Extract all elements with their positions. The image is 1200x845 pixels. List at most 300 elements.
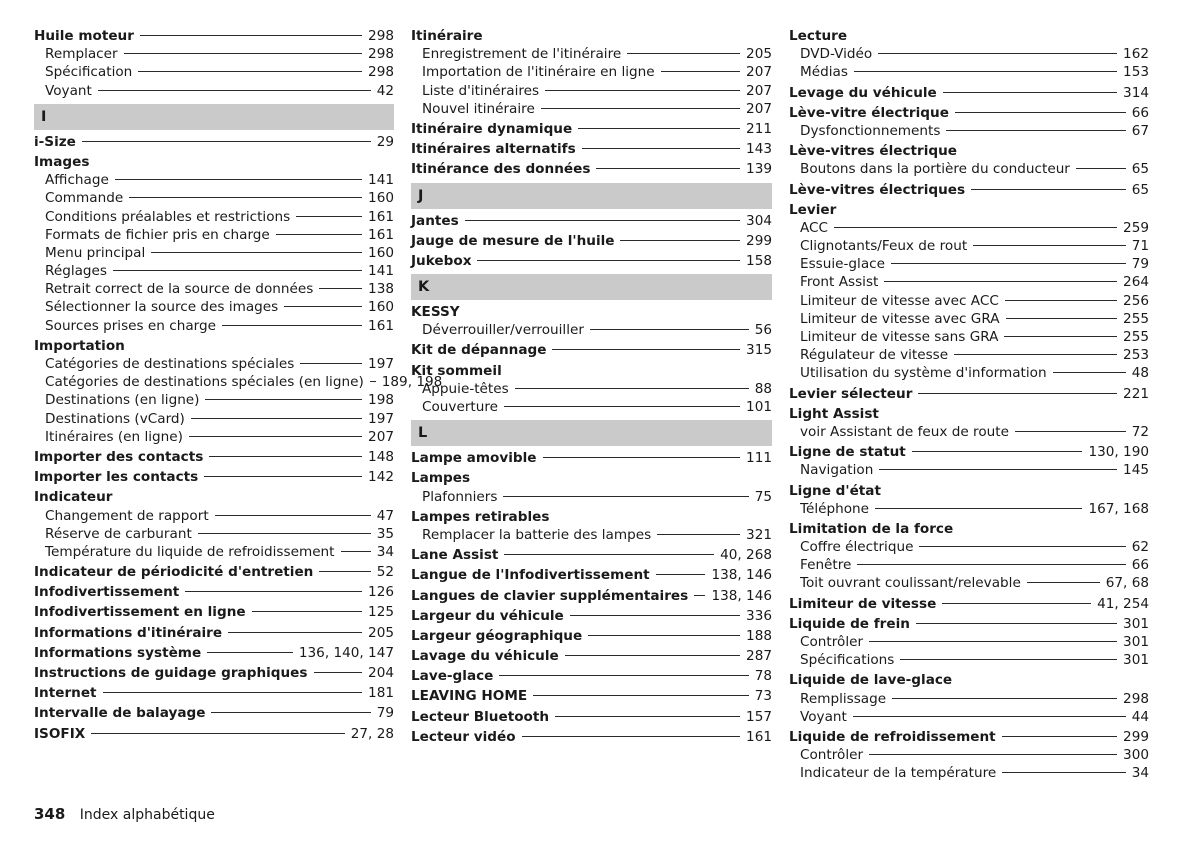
- entry-term: Internet: [34, 685, 97, 702]
- entry-term: Ligne de statut: [789, 444, 906, 461]
- dot-leader: [91, 733, 345, 734]
- page-reference: 42: [376, 82, 394, 99]
- page-reference: 205: [368, 624, 394, 641]
- page-reference: 52: [376, 564, 394, 581]
- letter-section-bar: K: [411, 274, 772, 300]
- index-entry: [411, 449, 772, 467]
- page-reference: 40, 268: [720, 547, 772, 564]
- page-reference: 314: [1123, 84, 1149, 101]
- index-entry: [789, 181, 1149, 199]
- index-subentry: [34, 525, 394, 543]
- page-reference: 101: [746, 399, 772, 415]
- page-reference: 197: [368, 410, 394, 427]
- entry-term: Contrôler: [800, 747, 864, 764]
- page-reference: 255: [1123, 310, 1149, 327]
- entry-term: Importer les contacts: [34, 469, 199, 486]
- index-subentry: [789, 255, 1149, 273]
- page-reference: 207: [746, 82, 772, 99]
- index-entry: [411, 687, 772, 705]
- index-entry: [34, 684, 394, 702]
- index-subentry: [789, 708, 1149, 726]
- dot-leader: [341, 551, 371, 552]
- index-subentry: [789, 122, 1149, 140]
- index-subentry: [789, 423, 1149, 441]
- page-reference: 167, 168: [1088, 500, 1149, 517]
- index-entry: [411, 120, 772, 138]
- index-entry: [34, 27, 394, 45]
- entry-term: Levage du véhicule: [789, 84, 937, 101]
- index-column-2: [411, 27, 772, 746]
- entry-term: Nouvel itinéraire: [422, 100, 535, 117]
- index-entry: [411, 140, 772, 158]
- dot-leader: [578, 128, 740, 129]
- entry-term: Front Assist: [800, 274, 879, 291]
- dot-leader: [228, 632, 362, 633]
- dot-leader: [129, 197, 362, 198]
- index-entry: [34, 624, 394, 642]
- index-entry: [411, 647, 772, 665]
- letter-section-bar: I: [34, 104, 394, 130]
- index-heading: Lecture: [789, 28, 848, 44]
- entry-term: Fenêtre: [800, 557, 852, 574]
- page-reference: 126: [368, 584, 394, 601]
- dot-leader: [314, 672, 363, 673]
- page-reference: 301: [1123, 634, 1149, 650]
- index-subentry: [34, 189, 394, 207]
- dot-leader: [1076, 168, 1126, 169]
- page-reference: 143: [746, 141, 772, 158]
- index-heading: Indicateur: [34, 489, 113, 506]
- page-reference: 27, 28: [350, 725, 394, 742]
- dot-leader: [565, 655, 740, 656]
- page-reference: 264: [1123, 274, 1149, 291]
- index-subentry: [34, 317, 394, 335]
- index-entry: [411, 566, 772, 584]
- index-entry: [411, 667, 772, 685]
- dot-leader: [834, 227, 1117, 228]
- page-reference: 315: [746, 342, 772, 359]
- page-reference: 141: [368, 263, 394, 280]
- dot-leader: [215, 515, 371, 516]
- index-subentry: [789, 633, 1149, 651]
- dot-leader: [533, 695, 749, 696]
- entry-term: Sélectionner la source des images: [45, 299, 279, 316]
- index-subentry: [34, 262, 394, 280]
- index-entry: [411, 728, 772, 746]
- dot-leader: [955, 112, 1126, 113]
- index-entry: [411, 607, 772, 625]
- index-entry: [411, 212, 772, 230]
- page-reference: 138, 146: [711, 567, 772, 584]
- dot-leader: [124, 53, 362, 54]
- dot-leader: [590, 329, 749, 330]
- page-reference: 287: [746, 648, 772, 665]
- index-entry: [411, 546, 772, 564]
- dot-leader: [209, 456, 362, 457]
- section-title: Index alphabétique: [79, 807, 215, 823]
- index-entry: [411, 587, 772, 605]
- index-subentry: [411, 321, 772, 339]
- page-reference: 34: [1131, 765, 1149, 782]
- entry-term: voir Assistant de feux de route: [800, 423, 1009, 440]
- index-heading: Levier: [789, 201, 837, 218]
- entry-term: Voyant: [45, 82, 92, 99]
- dot-leader: [596, 168, 740, 169]
- index-entry: [789, 443, 1149, 461]
- index-entry: [411, 708, 772, 726]
- index-subentry: [411, 488, 772, 506]
- entry-term: Appuie-têtes: [422, 380, 509, 397]
- dot-leader: [916, 623, 1117, 624]
- entry-term: Liste d'itinéraires: [422, 82, 540, 99]
- index-entry: [34, 704, 394, 722]
- dot-leader: [942, 603, 1091, 604]
- index-subentry: [34, 171, 394, 189]
- entry-term: Lève-vitre électrique: [789, 104, 949, 121]
- dot-leader: [138, 71, 362, 72]
- page-reference: 88: [754, 380, 772, 397]
- page-reference: 161: [368, 208, 394, 225]
- index-entry: [789, 104, 1149, 122]
- page-reference: 298: [1123, 690, 1149, 707]
- entry-term: Lave-glace: [411, 668, 494, 685]
- page-reference: 189, 198: [381, 374, 443, 391]
- page-reference: 136, 140, 147: [298, 644, 394, 661]
- index-subentry: [411, 82, 772, 100]
- index-subentry: [411, 45, 772, 63]
- index-heading: Importation: [34, 337, 125, 354]
- entry-term: Changement de rapport: [45, 507, 209, 524]
- page-reference: 321: [746, 526, 772, 543]
- page-reference: 207: [746, 64, 772, 81]
- entry-term: Informations d'itinéraire: [34, 624, 223, 641]
- entry-term: Toit ouvrant coulissant/relevable: [800, 575, 1021, 592]
- page-reference: 336: [746, 607, 772, 624]
- page-reference: 29: [376, 133, 394, 150]
- page-reference: 66: [1131, 557, 1149, 574]
- page-reference: 35: [376, 525, 394, 542]
- dot-leader: [465, 220, 740, 221]
- dot-leader: [878, 53, 1117, 54]
- page-reference: 299: [746, 232, 772, 249]
- index-entry: [34, 448, 394, 466]
- entry-term: Voyant: [800, 708, 847, 725]
- index-subentry: [411, 526, 772, 544]
- index-subentry: [789, 690, 1149, 708]
- index-entry: [411, 232, 772, 250]
- entry-term: Lecteur Bluetooth: [411, 708, 550, 725]
- dot-leader: [854, 71, 1117, 72]
- index-subentry: [789, 237, 1149, 255]
- index-entry: [411, 627, 772, 645]
- index-subentry: [411, 398, 772, 416]
- index-subentry: [34, 507, 394, 525]
- entry-term: Limiteur de vitesse avec ACC: [800, 292, 999, 309]
- entry-term: DVD-Vidéo: [800, 46, 873, 63]
- page-reference: 65: [1131, 181, 1149, 198]
- index-heading: Liquide de lave-glace: [789, 672, 953, 689]
- entry-term: Infodivertissement en ligne: [34, 604, 246, 621]
- page-reference: 301: [1123, 615, 1149, 632]
- entry-term: Utilisation du système d'information: [800, 365, 1047, 382]
- entry-term: Limiteur de vitesse sans GRA: [800, 329, 999, 345]
- index-entry: [34, 563, 394, 581]
- page-reference: 62: [1131, 539, 1149, 556]
- entry-term: Lane Assist: [411, 547, 499, 564]
- index-entry: [34, 664, 394, 682]
- entry-term: Spécification: [45, 64, 133, 81]
- page-reference: 211: [746, 120, 772, 137]
- entry-term: Langues de clavier supplémentaires: [411, 587, 689, 604]
- entry-term: Dysfonctionnements: [800, 122, 941, 139]
- entry-term: Essuie-glace: [800, 256, 885, 273]
- dot-leader: [189, 436, 362, 437]
- dot-leader: [504, 406, 740, 407]
- index-entry: [34, 583, 394, 601]
- page-reference: 34: [376, 543, 394, 560]
- page-reference: 162: [1123, 46, 1149, 63]
- dot-leader: [151, 252, 362, 253]
- entry-term: Langue de l'Infodivertissement: [411, 567, 650, 584]
- page-reference: 67: [1131, 122, 1149, 139]
- dot-leader: [875, 508, 1082, 509]
- index-subentry: [34, 391, 394, 409]
- entry-term: Catégories de destinations spéciales (en ligne): [45, 374, 364, 391]
- index-entry: [411, 341, 772, 359]
- dot-leader: [284, 306, 362, 307]
- dot-leader: [504, 554, 714, 555]
- index-subentry: [34, 373, 443, 391]
- index-subentry: [789, 538, 1149, 556]
- index-subentry: [34, 543, 394, 561]
- dot-leader: [552, 349, 740, 350]
- entry-term: Infodivertissement: [34, 584, 180, 601]
- page-reference: 161: [746, 728, 772, 745]
- page-reference: 160: [368, 244, 394, 261]
- entry-term: Huile moteur: [34, 28, 134, 44]
- page-number: 348: [34, 805, 66, 823]
- dot-leader: [543, 457, 741, 458]
- dot-leader: [857, 564, 1125, 565]
- dot-leader: [300, 363, 362, 364]
- page-reference: 160: [368, 190, 394, 207]
- index-column-3: [789, 27, 1149, 783]
- entry-term: LEAVING HOME: [411, 688, 528, 705]
- index-entry: [34, 725, 394, 743]
- entry-term: Informations système: [34, 644, 202, 661]
- index-subentry: [34, 45, 394, 63]
- entry-term: Kit de dépannage: [411, 342, 547, 359]
- entry-term: Importation de l'itinéraire en ligne: [422, 64, 655, 81]
- page-reference: 301: [1123, 652, 1149, 669]
- letter-section-bar: J: [411, 183, 772, 209]
- dot-leader: [477, 260, 740, 261]
- dot-leader: [627, 53, 740, 54]
- index-entry: [34, 644, 394, 662]
- index-subentry: [789, 346, 1149, 364]
- index-subentry: [34, 82, 394, 100]
- index-subentry: [34, 280, 394, 298]
- dot-leader: [82, 141, 371, 142]
- index-subentry: [789, 219, 1149, 237]
- index-heading: Itinéraire: [411, 28, 483, 44]
- page-reference: 139: [746, 161, 772, 178]
- index-subentry: [34, 63, 394, 81]
- page-reference: 298: [368, 28, 394, 44]
- dot-leader: [657, 534, 740, 535]
- page-reference: 79: [1131, 256, 1149, 273]
- page-reference: 158: [746, 252, 772, 269]
- dot-leader: [207, 652, 293, 653]
- page-reference: 48: [1131, 365, 1149, 382]
- page-reference: 138: [368, 281, 394, 298]
- page-reference: 65: [1131, 161, 1149, 178]
- dot-leader: [1006, 318, 1118, 319]
- page-reference: 125: [368, 604, 394, 621]
- dot-leader: [222, 325, 362, 326]
- page-reference: 66: [1131, 104, 1149, 121]
- page-reference: 197: [368, 356, 394, 372]
- index-entry: [789, 385, 1149, 403]
- page-reference: 161: [368, 226, 394, 243]
- entry-term: Jantes: [411, 212, 459, 229]
- dot-leader: [503, 496, 748, 497]
- entry-term: Spécifications: [800, 652, 895, 669]
- page-reference: 111: [746, 450, 772, 467]
- index-entry: [789, 84, 1149, 102]
- dot-leader: [1053, 372, 1126, 373]
- dot-leader: [582, 148, 740, 149]
- entry-term: Enregistrement de l'itinéraire: [422, 46, 622, 63]
- page-reference: 78: [754, 668, 772, 685]
- entry-term: Formats de fichier pris en charge: [45, 226, 270, 243]
- page-reference: 198: [368, 392, 394, 409]
- page-reference: 299: [1123, 728, 1149, 745]
- index-subentry: [789, 292, 1149, 310]
- dot-leader: [661, 71, 740, 72]
- page-reference: 79: [376, 705, 394, 722]
- page-reference: 138, 146: [711, 587, 772, 604]
- index-heading: Images: [34, 153, 90, 170]
- entry-term: Réserve de carburant: [45, 525, 192, 542]
- entry-term: Contrôler: [800, 634, 864, 650]
- page-reference: 205: [746, 46, 772, 63]
- dot-leader: [515, 388, 749, 389]
- page-reference: 300: [1123, 747, 1149, 764]
- dot-leader: [1002, 736, 1117, 737]
- index-subentry: [34, 410, 394, 428]
- page-reference: 148: [368, 448, 394, 465]
- index-heading: Lampes: [411, 470, 471, 487]
- dot-leader: [211, 712, 370, 713]
- dot-leader: [971, 189, 1126, 190]
- dot-leader: [252, 611, 362, 612]
- index-subentry: [789, 746, 1149, 764]
- dot-leader: [198, 533, 371, 534]
- index-heading: Lampes retirables: [411, 508, 550, 525]
- entry-term: Liquide de refroidissement: [789, 728, 996, 745]
- index-subentry: [34, 298, 394, 316]
- index-entry: [34, 133, 394, 151]
- entry-term: Sources prises en charge: [45, 317, 216, 334]
- index-subentry: [411, 63, 772, 81]
- entry-term: Régulateur de vitesse: [800, 347, 949, 364]
- entry-term: Navigation: [800, 462, 874, 479]
- entry-term: ISOFIX: [34, 725, 86, 742]
- index-subentry: [789, 556, 1149, 574]
- entry-term: Largeur géographique: [411, 627, 583, 644]
- index-entry: [789, 595, 1149, 613]
- entry-term: Destinations (vCard): [45, 410, 185, 427]
- dot-leader: [879, 469, 1117, 470]
- dot-leader: [545, 90, 740, 91]
- entry-term: Conditions préalables et restrictions: [45, 208, 291, 225]
- index-subentry: [789, 461, 1149, 479]
- dot-leader: [522, 736, 740, 737]
- dot-leader: [370, 381, 376, 382]
- page-reference: 73: [754, 688, 772, 705]
- entry-term: Limiteur de vitesse: [789, 595, 937, 612]
- index-entry: [34, 603, 394, 621]
- index-subentry: [411, 380, 772, 398]
- page-reference: 47: [376, 507, 394, 524]
- index-subentry: [34, 226, 394, 244]
- entry-term: Indicateur de périodicité d'entretien: [34, 564, 314, 581]
- entry-term: Couverture: [422, 399, 499, 415]
- dot-leader: [205, 399, 362, 400]
- entry-term: Itinéraires alternatifs: [411, 141, 576, 158]
- page-reference: 157: [746, 708, 772, 725]
- dot-leader: [656, 574, 706, 575]
- entry-term: Affichage: [45, 172, 109, 189]
- entry-term: Itinérance des données: [411, 161, 591, 178]
- page-reference: 130, 190: [1088, 444, 1149, 461]
- index-entry: [34, 468, 394, 486]
- dot-leader: [973, 245, 1126, 246]
- entry-term: Largeur du véhicule: [411, 607, 564, 624]
- entry-term: Itinéraires (en ligne): [45, 428, 183, 445]
- dot-leader: [191, 418, 362, 419]
- dot-leader: [555, 716, 740, 717]
- index-subentry: [34, 244, 394, 262]
- entry-term: Indicateur de la température: [800, 765, 997, 782]
- entry-term: Menu principal: [45, 244, 146, 261]
- page-reference: 56: [754, 322, 772, 339]
- page-reference: 181: [368, 685, 394, 702]
- entry-term: Liquide de frein: [789, 615, 910, 632]
- dot-leader: [113, 270, 362, 271]
- entry-term: Plafonniers: [422, 488, 498, 505]
- dot-leader: [853, 716, 1126, 717]
- index-subentry: [789, 273, 1149, 291]
- entry-term: Lève-vitres électriques: [789, 181, 966, 198]
- entry-term: Température du liquide de refroidissement: [45, 543, 335, 560]
- page-reference: 207: [746, 100, 772, 117]
- page-reference: 255: [1123, 329, 1149, 345]
- dot-leader: [1002, 772, 1125, 773]
- index-heading: Kit sommeil: [411, 362, 502, 379]
- dot-leader: [1015, 431, 1126, 432]
- entry-term: Instructions de guidage graphiques: [34, 665, 308, 681]
- dot-leader: [954, 354, 1117, 355]
- dot-leader: [919, 546, 1125, 547]
- index-subentry: [789, 310, 1149, 328]
- index-heading: Limitation de la force: [789, 520, 954, 537]
- dot-leader: [185, 591, 362, 592]
- dot-leader: [918, 393, 1117, 394]
- dot-leader: [319, 288, 362, 289]
- index-subentry: [789, 328, 1149, 346]
